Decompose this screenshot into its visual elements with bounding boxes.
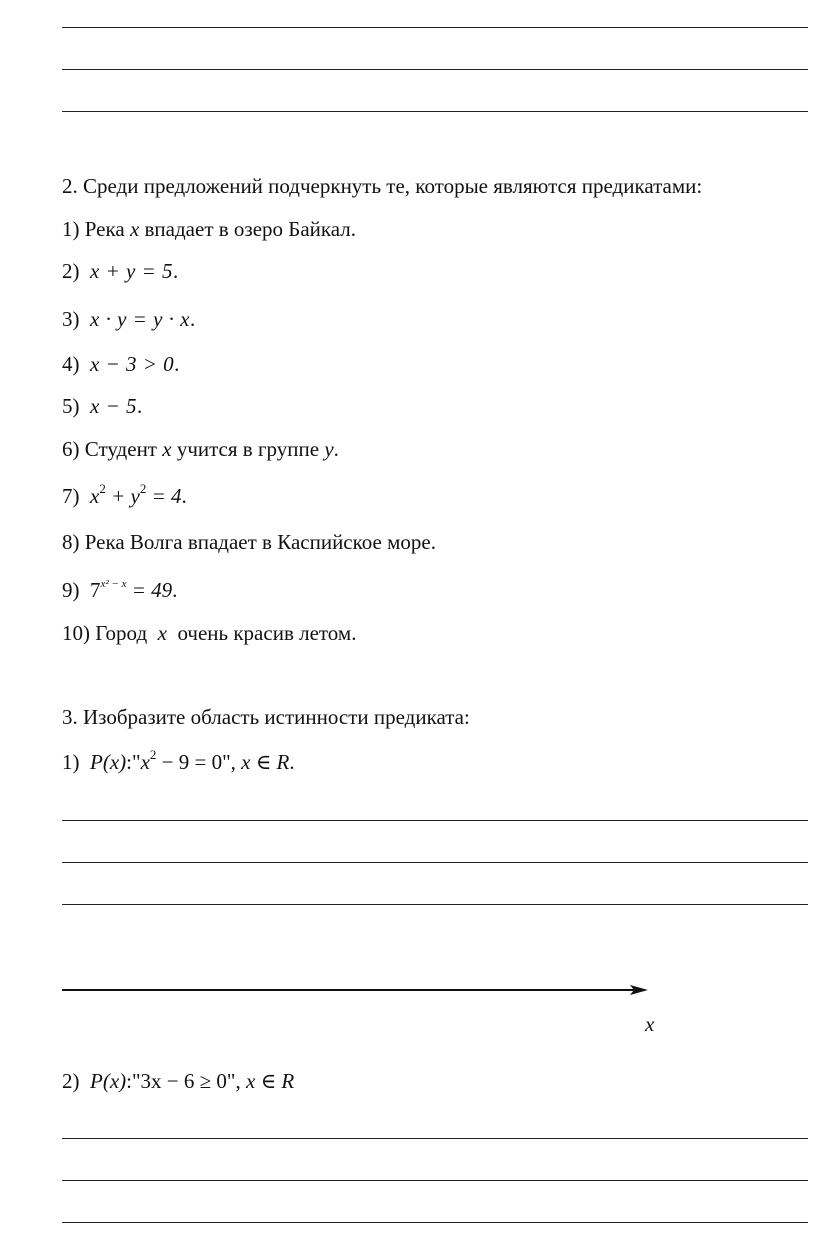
answer-line xyxy=(62,111,808,112)
list-item: 2) x + y = 5. xyxy=(62,259,179,283)
list-item: 5) x − 5. xyxy=(62,394,143,418)
list-item: 6) Студент x учится в группе y. xyxy=(62,437,339,461)
list-item: 10) Город x очень красив летом. xyxy=(62,621,357,645)
list-item: 3) x · y = y · x. xyxy=(62,307,196,331)
answer-line xyxy=(62,1180,808,1181)
answer-line xyxy=(62,1138,808,1139)
answer-line xyxy=(62,820,808,821)
task2-heading: 2. Среди предложений подчеркнуть те, которые являются предикатами: xyxy=(62,174,703,198)
answer-line xyxy=(62,1222,808,1223)
list-item: 8) Река Волга впадает в Каспийское море. xyxy=(62,530,436,554)
list-item: 9) $7^{x^2 - x} = 49$. xyxy=(62,578,178,602)
answer-line xyxy=(62,904,808,905)
list-item: 1) Река x впадает в озеро Байкал. xyxy=(62,217,357,241)
answer-line xyxy=(62,27,808,28)
answer-line xyxy=(62,69,808,70)
answer-line xyxy=(62,862,808,863)
list-item: 4) x − 3 > 0. xyxy=(62,352,180,376)
list-item: 7) $x^2 + y^2 = 4$. xyxy=(62,481,187,508)
axis-label: x xyxy=(645,1012,655,1036)
task3-heading: 3. Изобразите область истинности предиката: xyxy=(62,705,470,729)
predicate-1: 1) $P(x):"x^2 - 9 = 0$", x ∈ R. xyxy=(62,747,295,774)
number-axis xyxy=(60,982,660,1002)
predicate-2: 2) P(x):"3x − 6 ≥ 0", x ∈ R xyxy=(62,1069,295,1093)
